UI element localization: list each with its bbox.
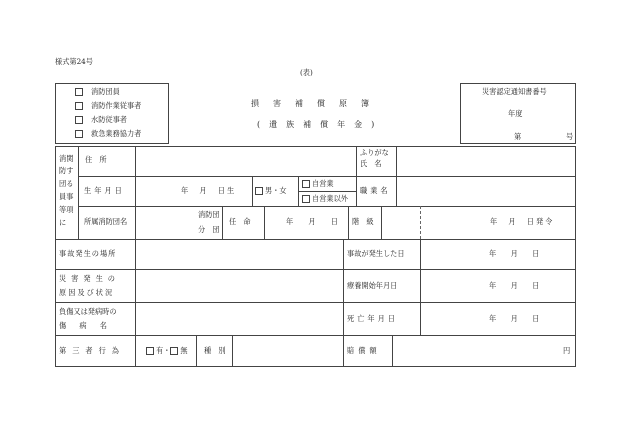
accident-place-label: 事故発生の場所	[59, 249, 117, 258]
compensation-label: 賠償額	[347, 346, 381, 355]
occupation-label: 職業名	[360, 186, 391, 195]
self-employed-option[interactable]	[302, 180, 334, 188]
accident-date-value: 年 月 日	[489, 249, 540, 258]
furigana-label: ふりがな	[360, 148, 389, 157]
injury-label-2: 傷 病 名	[59, 321, 110, 330]
notice-heading: 災害認定通知書番号	[482, 87, 547, 96]
appointment-label: 任 命	[229, 217, 251, 226]
category-item-1[interactable]	[75, 88, 120, 96]
death-date-label: 死亡年月日	[347, 314, 398, 323]
notice-year: 年度	[508, 109, 523, 118]
side-label: (表)	[300, 68, 313, 77]
checkbox[interactable]	[75, 102, 83, 110]
cause-label-2: 原因及び状況	[59, 288, 115, 297]
third-party-label: 第三者行為	[59, 346, 125, 355]
issued-date: 年 月 日発令	[490, 217, 555, 226]
notice-go: 号	[566, 132, 574, 141]
category-label: 消防作業従事者	[91, 101, 142, 110]
third-party-no-label: 無	[180, 346, 188, 355]
side-header-5: 等項	[59, 205, 74, 214]
third-party-field[interactable]	[146, 347, 188, 355]
branch-top-label: 消防団	[198, 210, 220, 219]
checkbox[interactable]	[170, 347, 178, 355]
treatment-start-label: 療養開始年月日	[347, 281, 398, 290]
checkbox[interactable]	[75, 130, 83, 138]
category-item-3[interactable]	[75, 116, 127, 124]
checkbox[interactable]	[75, 116, 83, 124]
death-date-value: 年 月 日	[489, 314, 540, 323]
not-self-employed-option[interactable]	[302, 195, 348, 203]
self-employed-label: 自営業	[312, 179, 334, 188]
side-header-3: 団る	[59, 179, 74, 188]
form-subtitle: (遺族補償年金)	[257, 120, 384, 129]
type-label: 種 別	[204, 346, 226, 355]
accident-date-label: 事故が発生した日	[347, 249, 405, 258]
side-header-1: 消関	[59, 154, 74, 163]
birth-label: 生年月日	[84, 186, 125, 195]
checkbox[interactable]	[75, 88, 83, 96]
checkbox[interactable]	[302, 195, 310, 203]
checkbox[interactable]	[302, 180, 310, 188]
address-label: 住 所	[85, 155, 107, 164]
side-header-2: 防す	[59, 166, 74, 175]
not-self-employed-label: 自営業以外	[312, 194, 348, 203]
side-header-4: 員事	[59, 192, 74, 201]
birth-value: 年 月 日生	[181, 186, 237, 195]
injury-label-1: 負傷又は発病時の	[59, 307, 117, 316]
cause-label-1: 災害発生の	[59, 274, 120, 283]
category-item-4[interactable]	[75, 130, 141, 138]
category-label: 消防団員	[91, 87, 120, 96]
category-item-2[interactable]	[75, 102, 141, 110]
side-header-6: に	[59, 218, 67, 227]
category-label: 救急業務協力者	[91, 129, 142, 138]
yen-label: 円	[563, 346, 571, 355]
treatment-start-value: 年 月 日	[489, 281, 540, 290]
category-label: 水防従事者	[91, 115, 127, 124]
branch-bottom-label: 分 団	[198, 225, 220, 234]
form-number: 様式第24号	[55, 57, 93, 66]
affiliation-label: 所属消防団名	[84, 217, 128, 226]
rank-label: 階 級	[352, 217, 374, 226]
appointment-date: 年 月 日	[286, 217, 342, 226]
checkbox[interactable]	[146, 347, 154, 355]
notice-dai: 第	[514, 132, 522, 141]
form-title: 損害補償原簿	[251, 99, 383, 108]
name-label: 氏 名	[360, 159, 382, 168]
checkbox[interactable]	[255, 187, 263, 195]
third-party-yes-label: 有・	[156, 346, 171, 355]
sex-label: 男・女	[265, 186, 287, 195]
sex-field[interactable]	[255, 187, 287, 195]
